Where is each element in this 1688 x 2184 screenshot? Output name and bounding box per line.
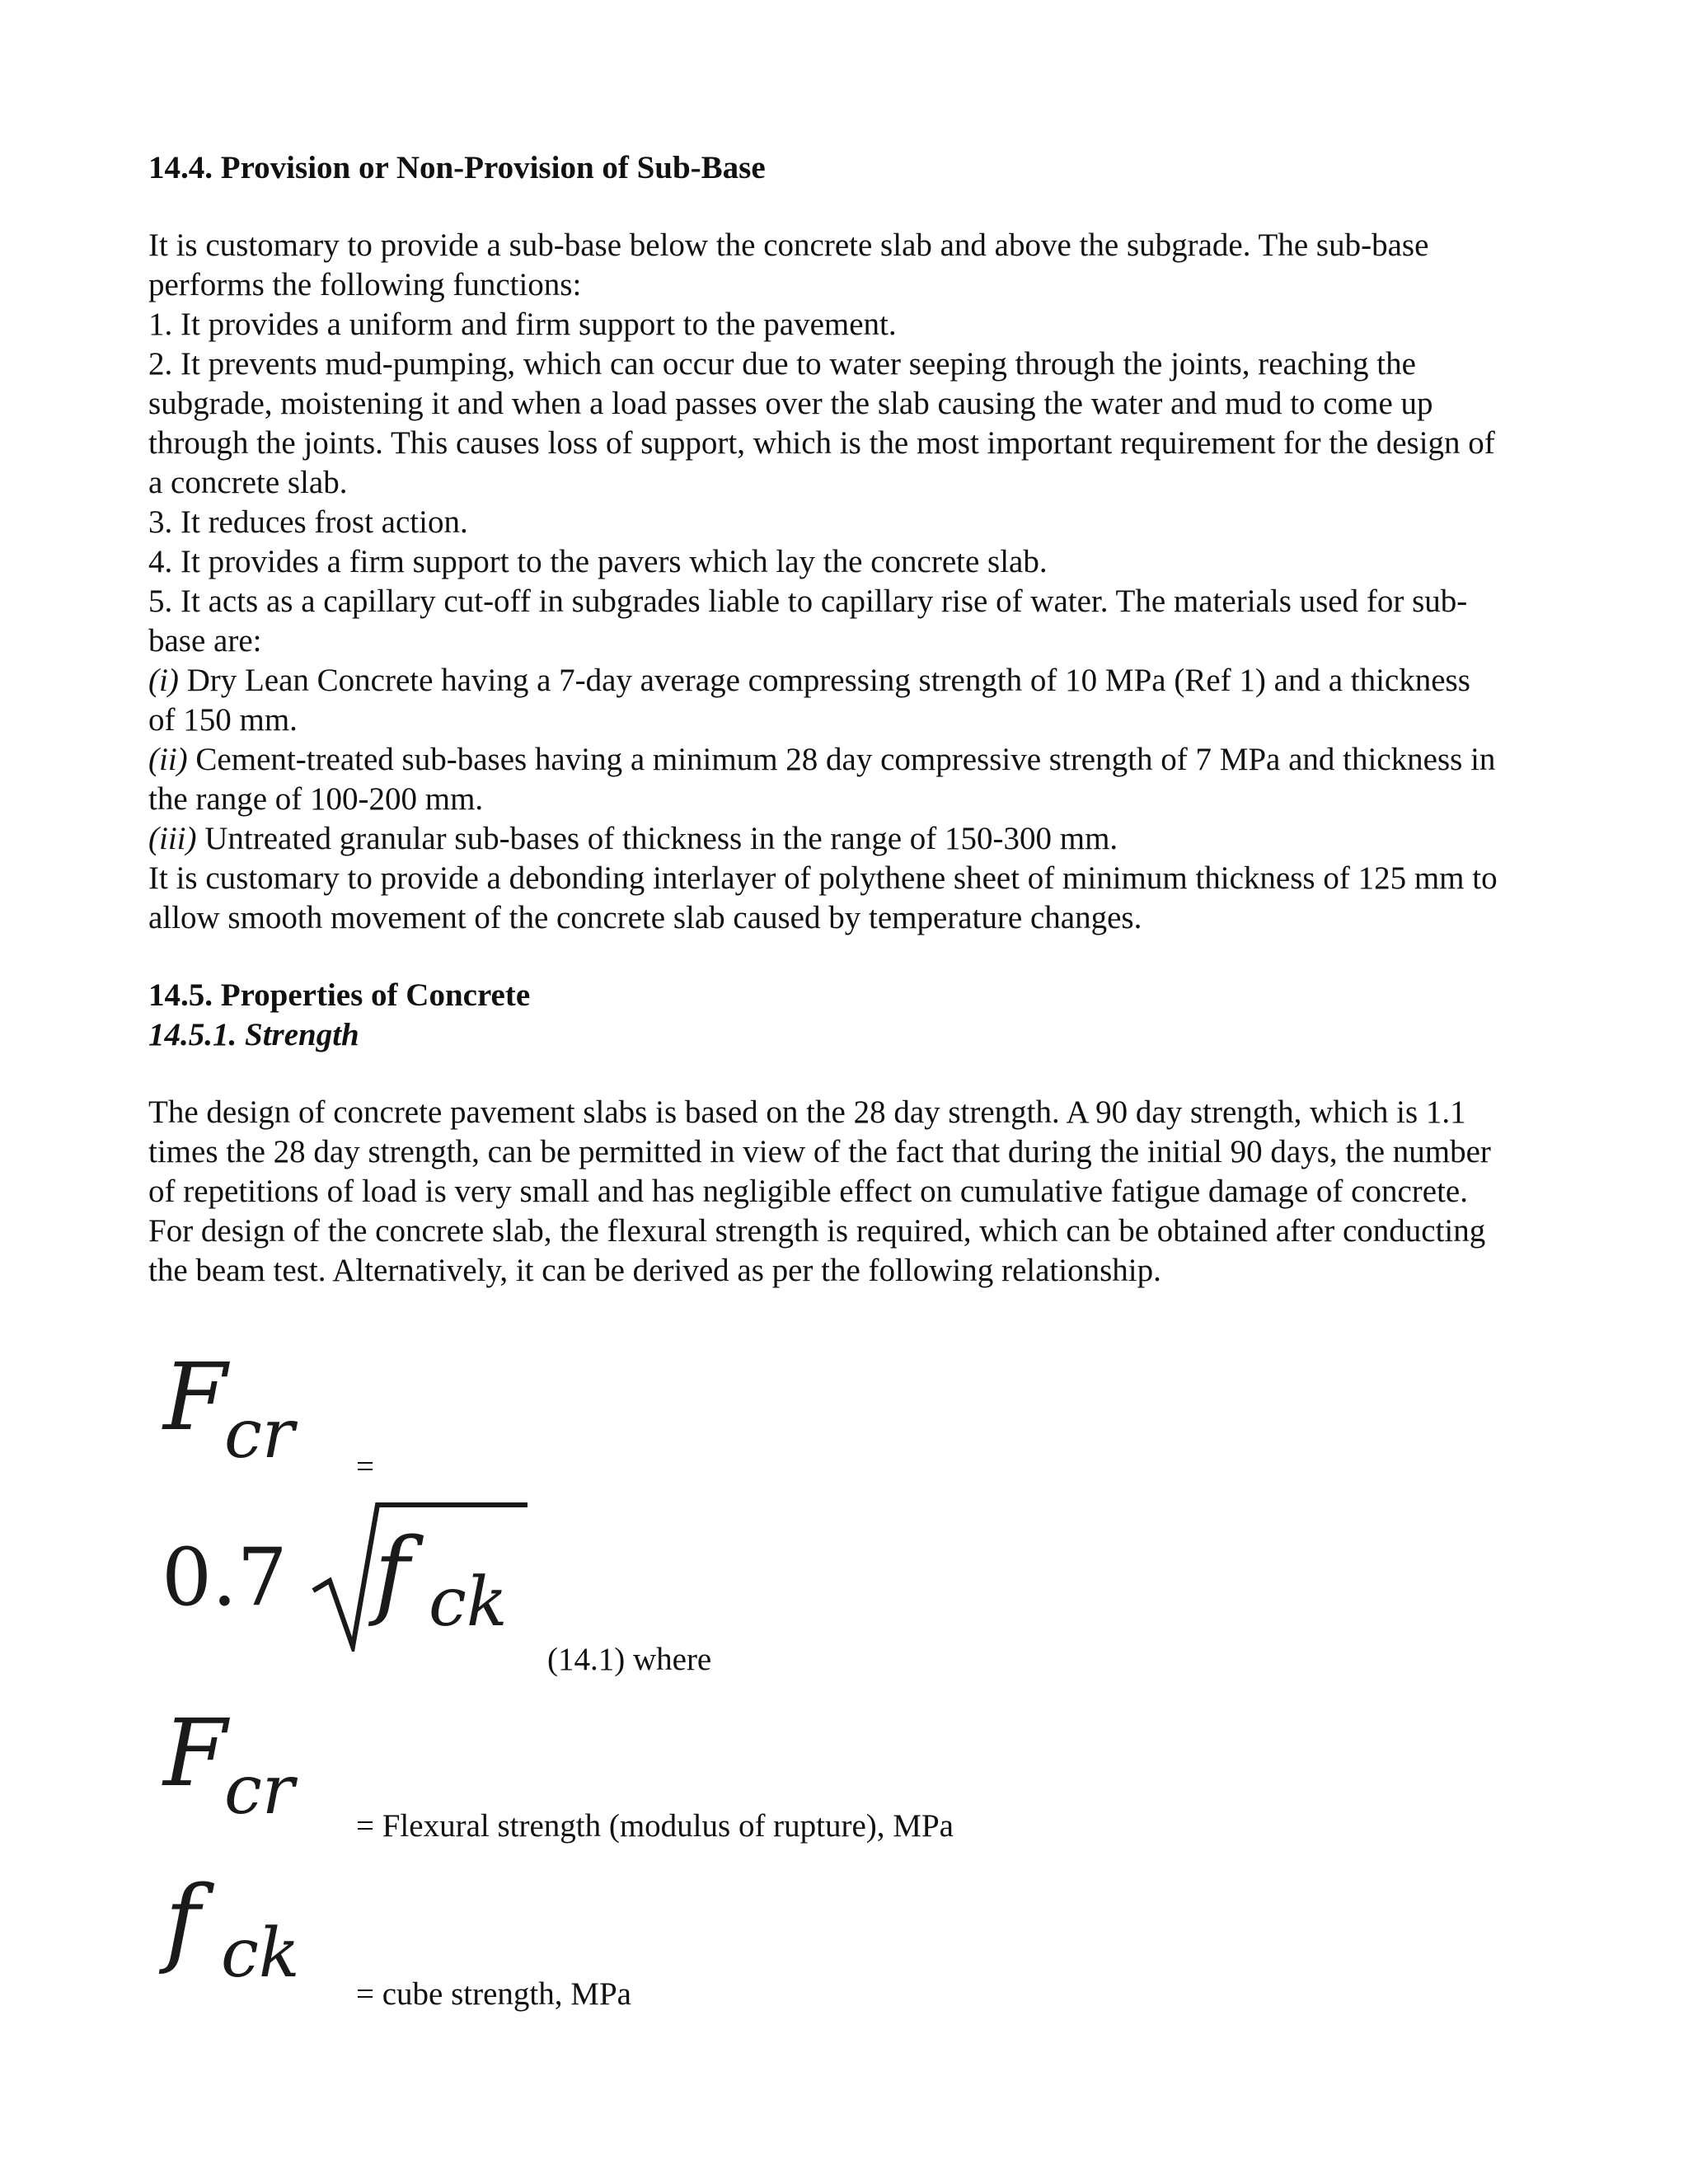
definition-2-text: = cube strength, MPa (356, 1976, 631, 2012)
section-heading-14-4: 14.4. Provision or Non-Provision of Sub-Base (148, 150, 766, 185)
definition-1-symbol: F (163, 1700, 227, 1807)
list-item-2-line-1: 2. It prevents mud-pumping, which can occur due to water seeping through the joints, reaching the (148, 346, 1416, 382)
material-ii-line-2: the range of 100-200 mm. (148, 781, 484, 817)
material-ii-line-1 (148, 740, 1550, 780)
spacer (148, 938, 1550, 976)
strength-para-line-4: For design of the concrete slab, the flexural strength is required, which can be obtained after conducting (148, 1213, 1486, 1249)
list-item-3: 3. It reduces frost action. (148, 504, 468, 540)
equation-radicand-wrap (374, 1518, 410, 1629)
equation-coefficient: 0.7 (162, 1531, 288, 1624)
strength-para-line-2: times the 28 day strength, can be permitted in view of the fact that during the initial 90 days, the number (148, 1134, 1491, 1169)
definition-1-subscript-wrap (224, 1751, 295, 1830)
intro-line-1: It is customary to provide a sub-base below the concrete slab and above the subgrade. The sub-base (148, 227, 1429, 263)
closing-line-2: allow smooth movement of the concrete slab caused by temperature changes. (148, 900, 1142, 935)
equation-radicand-subscript-wrap (429, 1563, 508, 1642)
material-i-line-2: of 150 mm. (148, 702, 298, 738)
equation-lhs (163, 1344, 227, 1451)
equation-number: (14.1) where (547, 1642, 712, 1677)
material-iii-text: Untreated granular sub-bases of thickness in the range of 150-300 mm. (196, 821, 1118, 856)
equation-lhs-subscript-wrap (224, 1395, 295, 1474)
list-item-2-line-2: subgrade, moistening it and when a load passes over the slab causing the water and mud to come up (148, 386, 1433, 421)
list-item-4: 4. It provides a firm support to the pavers which lay the concrete slab. (148, 544, 1048, 579)
strength-para-line-3: of repetitions of load is very small and has negligible effect on cumulative fatigue damage of concrete. (148, 1174, 1468, 1209)
equation-equals: = (356, 1449, 374, 1484)
spacer (148, 1055, 1550, 1093)
strength-para-line-5: the beam test. Alternatively, it can be derived as per the following relationship. (148, 1253, 1161, 1288)
definition-2-subscript-wrap (221, 1915, 300, 1993)
list-item-2-line-4: a concrete slab. (148, 465, 348, 500)
material-iii-label: (iii) (148, 821, 197, 856)
document-body (148, 148, 1550, 1291)
definition-1-symbol-wrap (163, 1700, 227, 1807)
definition-1-subscript: cr (224, 1751, 295, 1830)
spacer (148, 188, 1550, 226)
intro-line-2: performs the following functions: (148, 267, 582, 302)
material-ii-text: Cement-treated sub-bases having a minimum 28 day compressive strength of 7 MPa and thickness in (187, 742, 1496, 777)
material-i-line-1 (148, 661, 1550, 701)
list-item-5-line-1: 5. It acts as a capillary cut-off in subgrades liable to capillary rise of water. The materials used for sub- (148, 583, 1468, 619)
list-item-1: 1. It provides a uniform and firm support to the pavement. (148, 307, 897, 342)
list-item-5-line-2: base are: (148, 623, 262, 658)
equation-radicand-symbol: f (374, 1518, 410, 1629)
list-item-2-line-3: through the joints. This causes loss of support, which is the most important requirement for the design of (148, 425, 1495, 461)
subsection-heading-14-5-1: 14.5.1. Strength (148, 1017, 359, 1052)
material-iii-line-1 (148, 819, 1550, 859)
definition-2-symbol-wrap (165, 1866, 200, 1977)
strength-para-line-1: The design of concrete pavement slabs is based on the 28 day strength. A 90 day strength, which is 1.1 (148, 1094, 1466, 1130)
equation-coefficient-wrap (162, 1531, 288, 1624)
equation-lhs-symbol: F (163, 1344, 227, 1451)
equation-radicand-subscript: ck (429, 1563, 508, 1642)
definition-1-text: = Flexural strength (modulus of rupture), MPa (356, 1808, 954, 1844)
material-i-label: (i) (148, 663, 179, 698)
material-ii-label: (ii) (148, 742, 188, 777)
definition-2-subscript: ck (221, 1915, 300, 1993)
material-i-text: Dry Lean Concrete having a 7-day average compressing strength of 10 MPa (Ref 1) and a thickness (178, 663, 1470, 698)
definition-2-symbol: f (165, 1866, 200, 1977)
closing-line-1: It is customary to provide a debonding interlayer of polythene sheet of minimum thickness of 125 mm to (148, 860, 1498, 896)
equation-lhs-subscript: cr (224, 1395, 295, 1474)
section-heading-14-5: 14.5. Properties of Concrete (148, 977, 531, 1013)
